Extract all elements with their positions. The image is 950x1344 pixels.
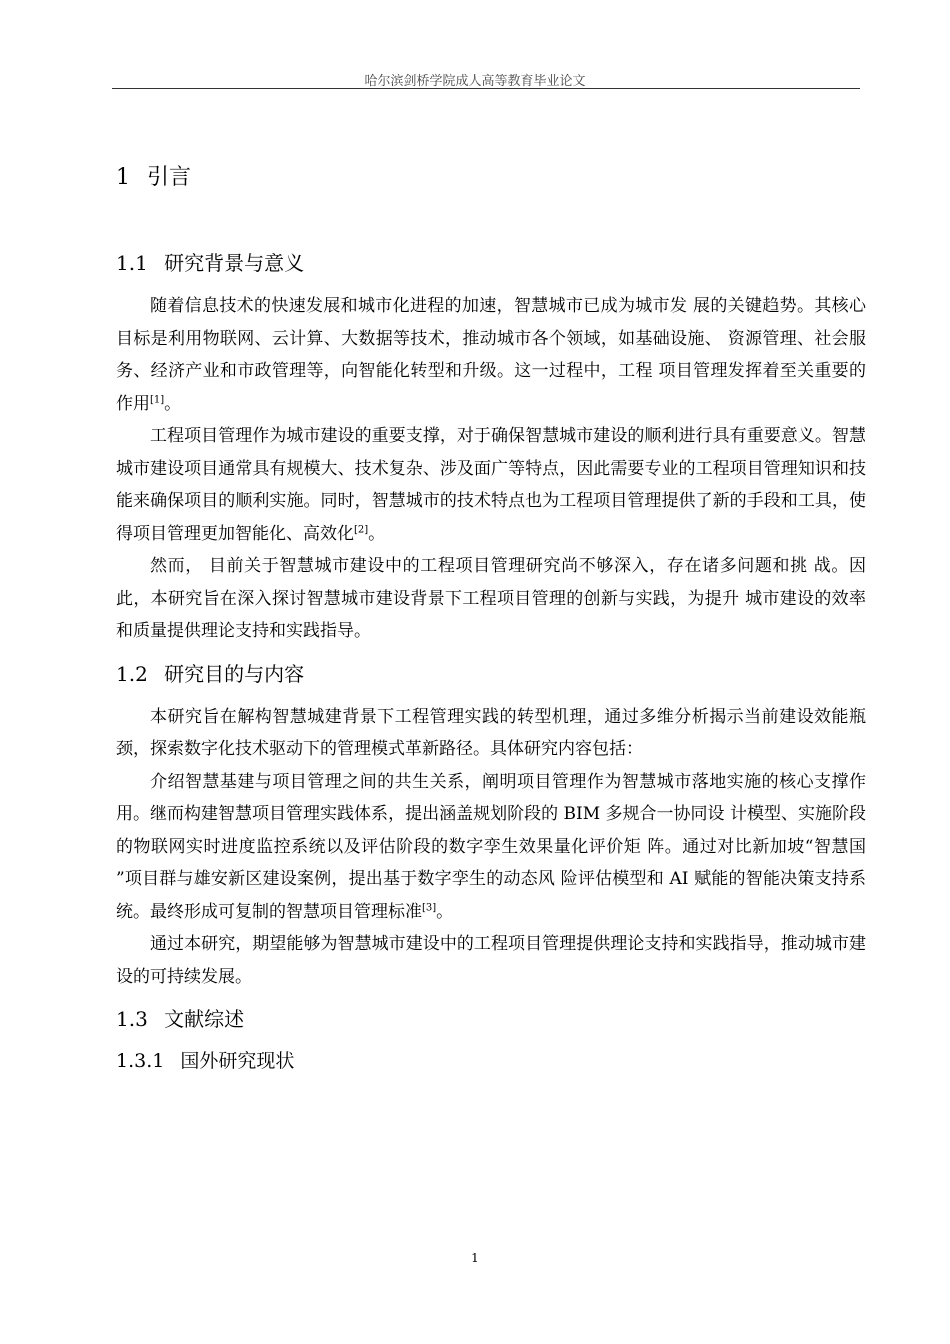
section-title: 文献综述 bbox=[164, 1007, 245, 1031]
chapter-number: 1 bbox=[116, 165, 130, 190]
section-number: 1.2 bbox=[116, 661, 148, 686]
page-header: 哈尔滨剑桥学院成人高等教育毕业论文 bbox=[364, 74, 586, 89]
paragraph: 工程项目管理作为城市建设的重要支撑，对于确保智慧城市建设的顺利进行具有重要意义。智慧城市建设项目通常具有规模大、技术复杂、涉及面广等特点，因此需要专业的工程项目管理知识和技能来确保项目的顺利实施。同时，智慧城市的技术特点也为工程项目管理提供了新的手段和工具，使得项目管理更加智能化、高效化[2]。 bbox=[116, 426, 866, 544]
subsection-number: 1.3.1 bbox=[116, 1050, 165, 1072]
section-heading bbox=[116, 247, 866, 276]
paragraph: 随着信息技术的快速发展和城市化进程的加速，智慧城市已成为城市发 展的关键趋势。其核心目标是利用物联网、云计算、大数据等技术，推动城市各个领域，如基础设施、 资源管理、社会服务、经济产业和市政管理等，向智能化转型和升级。这一过程中，工程 项目管理发挥着至关重要的作用[1]。 bbox=[116, 296, 866, 414]
section-title: 研究背景与意义 bbox=[164, 251, 305, 275]
page-number: 1 bbox=[471, 1251, 479, 1265]
paragraph: 然而， 目前关于智慧城市建设中的工程项目管理研究尚不够深入，存在诸多问题和挑 战。因此，本研究旨在深入探讨智慧城市建设背景下工程项目管理的创新与实践，为提升 城市建设的效率和质量提供理论支持和实践指导。 bbox=[116, 556, 866, 641]
chapter-title: 引言 bbox=[147, 165, 192, 190]
citation: [1] bbox=[150, 393, 165, 405]
section-number: 1.3 bbox=[116, 1007, 148, 1031]
paragraph: 介绍智慧基建与项目管理之间的共生关系，阐明项目管理作为智慧城市落地实施的核心支撑作用。继而构建智慧项目管理实践体系，提出涵盖规划阶段的 BIM 多规合一协同设 计模型、实施阶段的物联网实时进度监控系统以及评估阶段的数字孪生效果量化评价矩 阵。通过对比新加坡“智慧国 ”项目群与雄安新区建设案例，提出基于数字孪生的动态风 险评估模型和 AI 赋能的智能决策支持系统。最终形成可复制的智慧项目管理标准[3]。 bbox=[116, 771, 866, 922]
subsection-title: 国外研究现状 bbox=[180, 1050, 295, 1072]
section-heading bbox=[116, 1003, 866, 1032]
section-number: 1.1 bbox=[116, 251, 148, 275]
header-rule bbox=[112, 88, 860, 89]
section-heading bbox=[116, 658, 866, 687]
section-title: 研究目的与内容 bbox=[164, 661, 305, 686]
citation: [3] bbox=[422, 901, 437, 913]
subsection-heading bbox=[116, 1046, 866, 1073]
citation: [2] bbox=[354, 523, 369, 535]
chapter-heading bbox=[116, 160, 866, 191]
paragraph: 本研究旨在解构智慧城建背景下工程管理实践的转型机理，通过多维分析揭示当前建设效能瓶颈，探索数字化技术驱动下的管理模式革新路径。具体研究内容包括： bbox=[116, 706, 866, 759]
paragraph: 通过本研究，期望能够为智慧城市建设中的工程项目管理提供理论支持和实践指导，推动城市建设的可持续发展。 bbox=[116, 934, 866, 987]
page-body bbox=[116, 160, 866, 1083]
